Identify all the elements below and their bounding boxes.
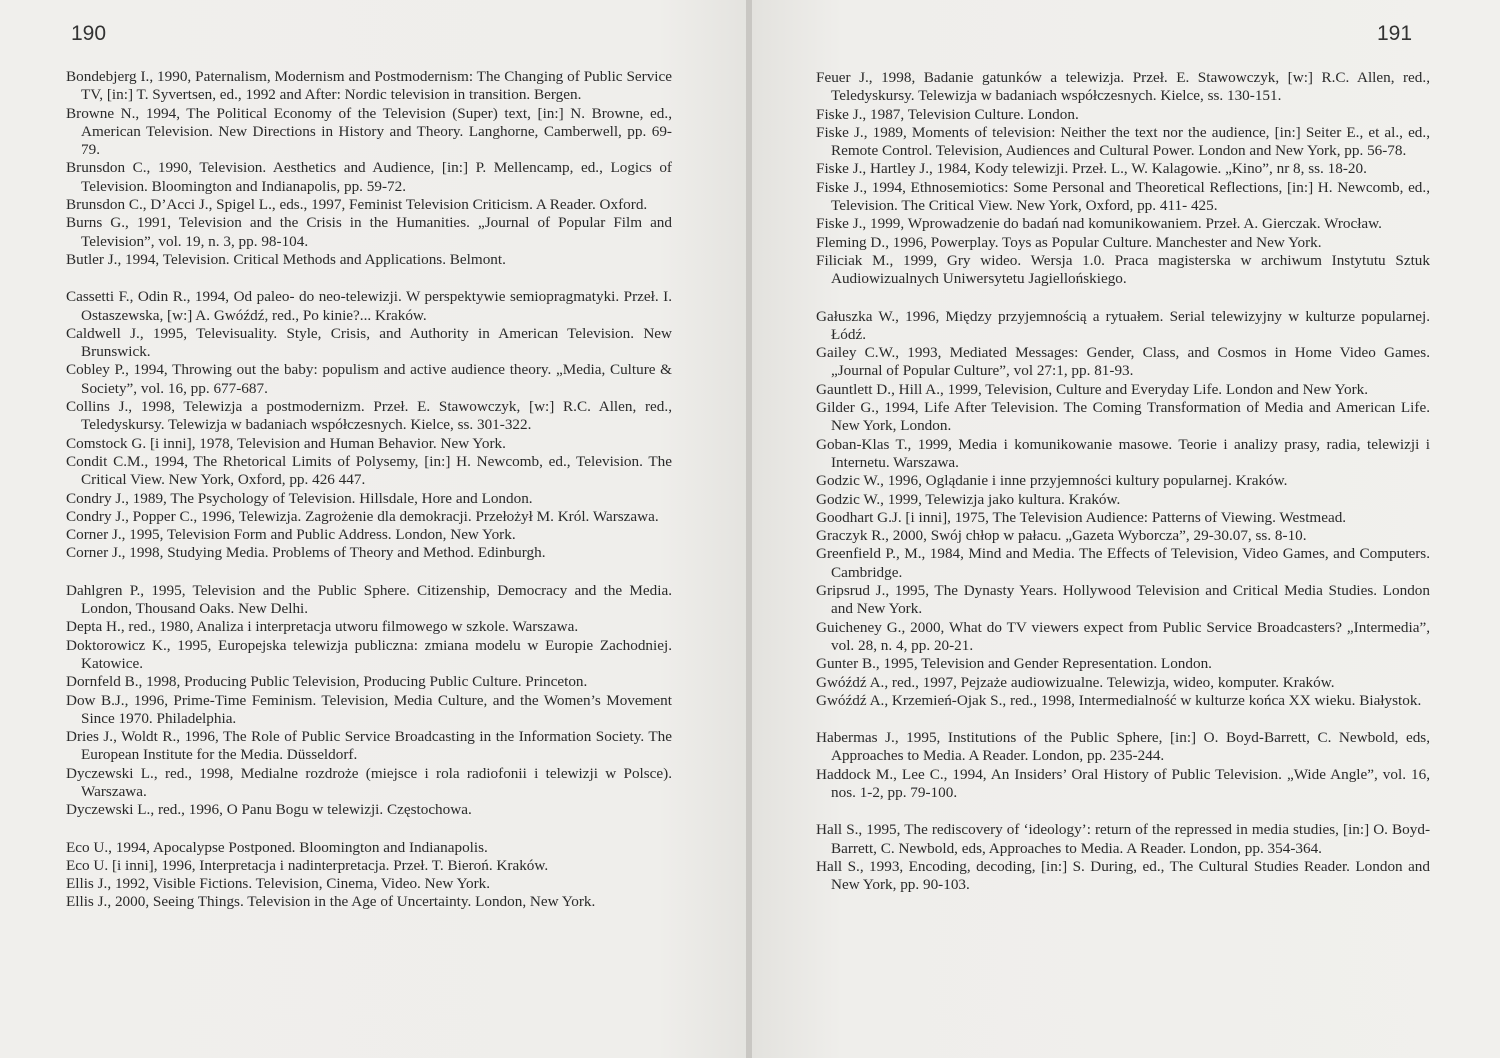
bibliography-entry: Fiske J., 1994, Ethnosemiotics: Some Personal and Theoretical Reflections, [in:] H. Newcomb, ed., Television. The Critical View. New York, Oxford, pp. 411- 425. [816, 178, 1430, 215]
section-gap [816, 289, 1430, 308]
bibliography-list [816, 69, 1430, 894]
bibliography-entry: Godzic W., 1999, Telewizja jako kultura. Kraków. [816, 490, 1121, 508]
bibliography-entry: Comstock G. [i inni], 1978, Television and Human Behavior. New York. [66, 434, 506, 452]
bibliography-entry: Fiske J., 1987, Television Culture. London. [816, 105, 1079, 123]
bibliography-entry: Gauntlett D., Hill A., 1999, Television, Culture and Everyday Life. London and New York. [816, 380, 1369, 398]
bibliography-entry: Fiske J., 1999, Wprowadzenie do badań nad komunikowaniem. Przeł. A. Gierczak. Wrocław. [816, 215, 1382, 233]
bibliography-entry: Burns G., 1991, Television and the Crisis in the Humanities. „Journal of Popular Film and Television”, vol. 19, n. 3, pp. 98-104. [66, 214, 672, 250]
bibliography-entry: Gwóźdź A., Krzemień-Ojak S., red., 1998, Intermedialność w kulturze końca XX wieku. Białystok. [816, 691, 1422, 709]
bibliography-entry: Fiske J., Hartley J., 1984, Kody telewizji. Przeł. L., W. Kalagowie. „Kino”, nr 8, ss. 18-20. [816, 160, 1367, 178]
bibliography-entry: Dyczewski L., red., 1998, Medialne rozdroże (miejsce i rola radiofonii i telewizji w Polsce). Warszawa. [66, 764, 672, 800]
bibliography-entry: Caldwell J., 1995, Televisuality. Style, Crisis, and Authority in American Television. New Brunswick. [66, 324, 672, 361]
bibliography-entry: Goodhart G.J. [i inni], 1975, The Television Audience: Patterns of Viewing. Westmead. [816, 508, 1347, 526]
left-page [0, 0, 748, 1058]
bibliography-entry: Dyczewski L., red., 1996, O Panu Bogu w telewizji. Częstochowa. [66, 801, 472, 819]
section-gap [66, 269, 672, 288]
section-gap [66, 563, 672, 582]
bibliography-entry: Condry J., 1989, The Psychology of Television. Hillsdale, Hore and London. [66, 489, 533, 507]
bibliography-entry: Brunsdon C., D’Acci J., Spigel L., eds., 1997, Feminist Television Criticism. A Reader. Oxford. [66, 196, 648, 214]
bibliography-entry: Feuer J., 1998, Badanie gatunków a telewizja. Przeł. E. Stawowczyk, [w:] R.C. Allen, red., Teledyskursy. Telewizja w badaniach współczesnych. Kielce, ss. 130-151. [816, 69, 1430, 105]
bibliography-entry: Habermas J., 1995, Institutions of the Public Sphere, [in:] O. Boyd-Barrett, C. Newbold, eds, Approaches to Media. A Reader. London, pp. 235-244. [816, 729, 1430, 765]
bibliography-entry: Dahlgren P., 1995, Television and the Public Sphere. Citizenship, Democracy and the Media. London, Thousand Oaks. New Delhi. [66, 581, 672, 618]
bibliography-entry: Condit C.M., 1994, The Rhetorical Limits of Polysemy, [in:] H. Newcomb, ed., Television. The Critical View. New York, Oxford, pp. 426 447. [66, 452, 672, 489]
bibliography-entry: Gripsrud J., 1995, The Dynasty Years. Hollywood Television and Critical Media Studies. London and New York. [816, 582, 1430, 618]
bibliography-entry: Corner J., 1995, Television Form and Public Address. London, New York. [66, 526, 516, 544]
bibliography-entry: Greenfield P., M., 1984, Mind and Media. The Effects of Television, Video Games, and Computers. Cambridge. [816, 545, 1430, 581]
bibliography-entry: Collins J., 1998, Telewizja a postmodernizm. Przeł. E. Stawowczyk, [w:] R.C. Allen, red., Teledyskursy. Telewizja w badaniach współczesnych. Kielce, ss. 301-322. [66, 398, 672, 434]
bibliography-entry: Browne N., 1994, The Political Economy of the Television (Super) text, [in:] N. Browne, ed., American Television. New Directions in History and Theory. Langhorne, Camberwell, pp. 69-79. [66, 104, 672, 159]
bibliography-entry: Eco U., 1994, Apocalypse Postponed. Bloomington and Indianapolis. [66, 838, 488, 856]
bibliography-entry: Bondebjerg I., 1990, Paternalism, Modernism and Postmodernism: The Changing of Public Service TV, [in:] T. Syvertsen, ed., 1992 and After: Nordic television in transition. Bergen. [66, 68, 672, 104]
bibliography-entry: Gilder G., 1994, Life After Television. The Coming Transformation of Media and American Life. New York, London. [816, 399, 1430, 435]
page-number: 190 [71, 22, 107, 45]
bibliography-entry: Gwóźdź A., red., 1997, Pejzaże audiowizualne. Telewizja, wideo, komputer. Kraków. [816, 673, 1335, 691]
bibliography-entry: Butler J., 1994, Television. Critical Methods and Applications. Belmont. [66, 250, 506, 268]
bibliography-entry: Cassetti F., Odin R., 1994, Od paleo- do neo-telewizji. W perspektywie semiopragmatyki. Przeł. I. Ostaszewska, [w:] A. Gwóźdź, red., Po kinie?... Kraków. [66, 288, 672, 324]
section-gap [816, 802, 1430, 821]
bibliography-entry: Eco U. [i inni], 1996, Interpretacja i nadinterpretacja. Przeł. T. Bieroń. Kraków. [66, 856, 549, 874]
bibliography-entry: Cobley P., 1994, Throwing out the baby: populism and active audience theory. „Media, Culture & Society”, vol. 16, pp. 677-687. [66, 361, 672, 397]
bibliography-entry: Dornfeld B., 1998, Producing Public Television, Producing Public Culture. Princeton. [66, 673, 588, 691]
right-page [752, 0, 1500, 1058]
bibliography-entry: Gunter B., 1995, Television and Gender Representation. London. [816, 655, 1212, 673]
bibliography-entry: Hall S., 1995, The rediscovery of ‘ideology’: return of the repressed in media studies, [in:] O. Boyd-Barrett, C. Newbold, eds, Approaches to Media. A Reader. London, pp. 354-364. [816, 821, 1430, 857]
bibliography-entry: Fleming D., 1996, Powerplay. Toys as Popular Culture. Manchester and New York. [816, 233, 1322, 251]
bibliography-entry: Hall S., 1993, Encoding, decoding, [in:] S. During, ed., The Cultural Studies Reader. London and New York, pp. 90-103. [816, 857, 1430, 894]
bibliography-entry: Graczyk R., 2000, Swój chłop w pałacu. „Gazeta Wyborcza”, 29-30.07, ss. 8-10. [816, 527, 1307, 545]
bibliography-entry: Filiciak M., 1999, Gry wideo. Wersja 1.0. Praca magisterska w archiwum Instytutu Sztuk Audiowizualnych Uniwersytetu Jagiellońskiego. [816, 251, 1430, 288]
bibliography-entry: Condry J., Popper C., 1996, Telewizja. Zagrożenie dla demokracji. Przełożył M. Król. Warszawa. [66, 507, 659, 525]
page-number: 191 [1377, 22, 1413, 45]
bibliography-entry: Haddock M., Lee C., 1994, An Insiders’ Oral History of Public Television. „Wide Angle”, vol. 16, nos. 1-2, pp. 79-100. [816, 765, 1430, 801]
bibliography-entry: Brunsdon C., 1990, Television. Aesthetics and Audience, [in:] P. Mellencamp, ed., Logics of Television. Bloomington and Indianapolis, pp. 59-72. [66, 159, 672, 195]
bibliography-entry: Dow B.J., 1996, Prime-Time Feminism. Television, Media Culture, and the Women’s Movement Since 1970. Philadelphia. [66, 691, 672, 727]
bibliography-entry: Ellis J., 1992, Visible Fictions. Television, Cinema, Video. New York. [66, 875, 491, 893]
bibliography-entry: Doktorowicz K., 1995, Europejska telewizja publiczna: zmiana modelu w Europie Zachodniej. Katowice. [66, 636, 672, 672]
section-gap [816, 710, 1430, 729]
bibliography-entry: Goban-Klas T., 1999, Media i komunikowanie masowe. Teorie i analizy prasy, radia, telewizji i Internetu. Warszawa. [816, 435, 1430, 471]
bibliography-entry: Gałuszka W., 1996, Między przyjemnością a rytuałem. Serial telewizyjny w kulturze popularnej. Łódź. [816, 307, 1430, 343]
bibliography-entry: Dries J., Woldt R., 1996, The Role of Public Service Broadcasting in the Information Society. The European Institute for the Media. Düsseldorf. [66, 728, 672, 764]
bibliography-entry: Depta H., red., 1980, Analiza i interpretacja utworu filmowego w szkole. Warszawa. [66, 618, 579, 636]
bibliography-entry: Ellis J., 2000, Seeing Things. Television in the Age of Uncertainty. London, New York. [66, 893, 596, 911]
bibliography-entry: Gailey C.W., 1993, Mediated Messages: Gender, Class, and Cosmos in Home Video Games. „Journal of Popular Culture”, vol 27:1, pp. 81-93. [816, 344, 1430, 380]
bibliography-list [66, 68, 672, 912]
bibliography-entry: Godzic W., 1996, Oglądanie i inne przyjemności kultury popularnej. Kraków. [816, 472, 1288, 490]
bibliography-entry: Guicheney G., 2000, What do TV viewers expect from Public Service Broadcasters? „Intermedia”, vol. 28, n. 4, pp. 20-21. [816, 618, 1430, 654]
bibliography-entry: Fiske J., 1989, Moments of television: Neither the text nor the audience, [in:] Seiter E., et al., ed., Remote Control. Television, Audiences and Cultural Power. London and New York, pp. 56-78. [816, 123, 1430, 160]
section-gap [66, 820, 672, 839]
bibliography-entry: Corner J., 1998, Studying Media. Problems of Theory and Method. Edinburgh. [66, 544, 546, 562]
